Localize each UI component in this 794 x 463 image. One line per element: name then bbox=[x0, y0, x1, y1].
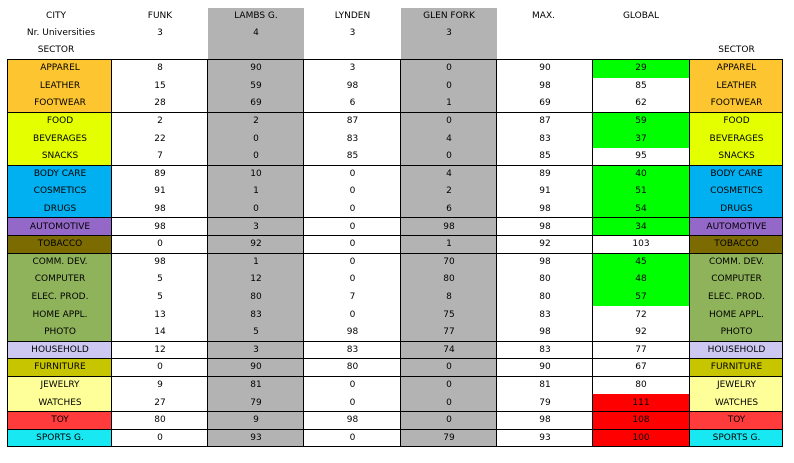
value-cell: 83 bbox=[250, 309, 262, 320]
global-cell: 72 bbox=[635, 309, 647, 320]
sector-label: WATCHES bbox=[38, 397, 82, 408]
value-cell: 2 bbox=[446, 186, 452, 197]
global-cell: 54 bbox=[635, 204, 647, 215]
group-border bbox=[8, 429, 783, 430]
global-cell: 100 bbox=[632, 432, 650, 443]
sector-label: JEWELRY bbox=[40, 380, 80, 391]
value-cell: 80 bbox=[346, 362, 359, 373]
city-name-2: LAMBS G. bbox=[234, 10, 278, 21]
global-cell: 103 bbox=[632, 239, 650, 250]
value-cell: 87 bbox=[346, 116, 359, 127]
global-cell: 111 bbox=[632, 397, 650, 408]
sector-label: AUTOMOTIVE bbox=[29, 221, 91, 232]
value-cell: 3 bbox=[349, 63, 356, 74]
value-cell: 0 bbox=[349, 186, 356, 197]
university-count-1: 3 bbox=[157, 27, 163, 38]
group-border bbox=[8, 112, 783, 113]
max-cell: 98 bbox=[539, 415, 551, 426]
value-cell: 7 bbox=[349, 292, 356, 303]
university-count-3: 3 bbox=[349, 27, 356, 38]
city-name-3: LYNDEN bbox=[334, 10, 371, 21]
value-cell: 74 bbox=[443, 344, 455, 355]
group-border bbox=[8, 59, 783, 60]
sector-label-right: DRUGS bbox=[720, 204, 753, 215]
value-cell: 90 bbox=[250, 362, 262, 373]
value-cell: 0 bbox=[349, 204, 356, 215]
value-cell: 0 bbox=[253, 204, 259, 215]
value-cell: 59 bbox=[250, 80, 262, 91]
value-cell: 6 bbox=[446, 204, 452, 215]
column-border bbox=[689, 59, 690, 447]
group-border bbox=[8, 341, 783, 342]
value-cell: 0 bbox=[253, 151, 259, 162]
value-cell: 89 bbox=[154, 168, 166, 179]
global-cell: 48 bbox=[635, 274, 647, 285]
column-border bbox=[7, 59, 8, 447]
sector-label-right: FOOTWEAR bbox=[710, 98, 763, 109]
max-cell: 79 bbox=[539, 397, 551, 408]
university-count-4: 3 bbox=[446, 27, 452, 38]
value-cell: 92 bbox=[250, 239, 262, 250]
global-cell: 37 bbox=[635, 133, 647, 144]
sector-label: COMPUTER bbox=[34, 274, 86, 285]
value-cell: 75 bbox=[443, 309, 455, 320]
sector-label: TOBACCO bbox=[37, 239, 83, 250]
value-cell: 0 bbox=[349, 221, 356, 232]
value-cell: 0 bbox=[349, 274, 356, 285]
value-cell: 77 bbox=[443, 327, 455, 338]
global-label: GLOBAL bbox=[622, 10, 660, 21]
value-cell: 12 bbox=[154, 344, 166, 355]
max-cell: 91 bbox=[539, 186, 551, 197]
sector-label: PHOTO bbox=[44, 327, 76, 338]
value-cell: 80 bbox=[250, 292, 262, 303]
value-cell: 81 bbox=[250, 380, 262, 391]
sector-label-right: LEATHER bbox=[716, 80, 757, 91]
max-cell: 98 bbox=[539, 256, 551, 267]
value-cell: 79 bbox=[443, 432, 455, 443]
sector-label-right: APPAREL bbox=[716, 63, 757, 74]
group-border bbox=[8, 446, 783, 447]
value-cell: 0 bbox=[349, 256, 356, 267]
sector-label-right: TOBACCO bbox=[714, 239, 759, 250]
value-cell: 13 bbox=[154, 309, 166, 320]
sector-label-right: HOME APPL. bbox=[708, 309, 765, 320]
global-cell: 85 bbox=[635, 80, 647, 91]
sector-label: BODY CARE bbox=[33, 168, 87, 179]
sector-label: FOOD bbox=[46, 116, 74, 127]
value-cell: 5 bbox=[157, 274, 163, 285]
group-border bbox=[8, 411, 783, 412]
value-cell: 70 bbox=[443, 256, 455, 267]
value-cell: 7 bbox=[157, 151, 163, 162]
value-cell: 5 bbox=[253, 327, 259, 338]
sector-label-right: SECTOR bbox=[718, 44, 755, 55]
global-cell: 95 bbox=[635, 151, 647, 162]
max-cell: 80 bbox=[539, 292, 551, 303]
city-name-4: GLEN FORK bbox=[423, 10, 475, 21]
sector-label-right: COMM. DEV. bbox=[708, 256, 765, 267]
value-cell: 0 bbox=[157, 432, 163, 443]
value-cell: 83 bbox=[346, 344, 359, 355]
value-cell: 1 bbox=[446, 98, 452, 109]
sector-label-right: COMPUTER bbox=[711, 274, 762, 285]
value-cell: 4 bbox=[446, 133, 452, 144]
value-cell: 80 bbox=[443, 274, 455, 285]
max-cell: 69 bbox=[539, 98, 551, 109]
value-cell: 98 bbox=[346, 80, 359, 91]
city-label: CITY bbox=[46, 10, 66, 21]
max-cell: 87 bbox=[539, 116, 551, 127]
value-cell: 98 bbox=[154, 204, 166, 215]
max-cell: 90 bbox=[539, 63, 551, 74]
value-cell: 27 bbox=[154, 397, 166, 408]
sector-label-right: PHOTO bbox=[720, 327, 753, 338]
universities-label: Nr. Universities bbox=[26, 27, 96, 38]
max-cell: 98 bbox=[539, 327, 551, 338]
group-border bbox=[8, 217, 783, 218]
global-cell: 80 bbox=[635, 380, 647, 391]
column-border bbox=[303, 59, 304, 447]
value-cell: 69 bbox=[250, 98, 262, 109]
value-cell: 0 bbox=[446, 380, 452, 391]
value-cell: 12 bbox=[250, 274, 262, 285]
sector-label: HOME APPL. bbox=[32, 309, 88, 320]
value-cell: 1 bbox=[253, 256, 259, 267]
value-cell: 98 bbox=[154, 256, 166, 267]
global-cell: 51 bbox=[635, 186, 647, 197]
university-count-2: 4 bbox=[253, 27, 259, 38]
max-cell: 93 bbox=[539, 432, 551, 443]
value-cell: 28 bbox=[154, 98, 166, 109]
value-cell: 2 bbox=[253, 116, 259, 127]
global-cell: 77 bbox=[635, 344, 647, 355]
value-cell: 3 bbox=[253, 221, 259, 232]
max-cell: 98 bbox=[539, 204, 551, 215]
max-cell: 83 bbox=[539, 344, 551, 355]
group-border bbox=[8, 376, 783, 377]
max-cell: 83 bbox=[539, 133, 551, 144]
value-cell: 98 bbox=[154, 221, 166, 232]
value-cell: 9 bbox=[157, 380, 163, 391]
sector-label-left: SECTOR bbox=[37, 44, 75, 55]
group-border bbox=[8, 358, 783, 359]
value-cell: 5 bbox=[157, 292, 163, 303]
sector-label: ELEC. PROD. bbox=[31, 292, 89, 303]
sector-label-right: BODY CARE bbox=[710, 168, 763, 179]
value-cell: 0 bbox=[253, 133, 259, 144]
max-cell: 92 bbox=[539, 239, 551, 250]
value-cell: 90 bbox=[250, 63, 262, 74]
value-cell: 98 bbox=[443, 221, 455, 232]
value-cell: 0 bbox=[446, 63, 452, 74]
value-cell: 0 bbox=[349, 397, 356, 408]
value-cell: 0 bbox=[349, 432, 356, 443]
sector-label-right: AUTOMOTIVE bbox=[706, 221, 767, 232]
sector-label: BEVERAGES bbox=[33, 133, 87, 144]
value-cell: 14 bbox=[154, 327, 166, 338]
value-cell: 2 bbox=[157, 116, 163, 127]
value-cell: 98 bbox=[346, 415, 359, 426]
global-cell: 67 bbox=[635, 362, 647, 373]
value-cell: 22 bbox=[154, 133, 166, 144]
value-cell: 3 bbox=[253, 344, 259, 355]
value-cell: 6 bbox=[349, 98, 356, 109]
sector-label: HOUSEHOLD bbox=[31, 344, 89, 355]
value-cell: 10 bbox=[250, 168, 262, 179]
global-cell: 34 bbox=[635, 221, 647, 232]
max-cell: 90 bbox=[539, 362, 551, 373]
value-cell: 0 bbox=[446, 362, 452, 373]
sector-label-right: FOOD bbox=[723, 116, 750, 127]
value-cell: 1 bbox=[446, 239, 452, 250]
global-cell: 29 bbox=[635, 63, 647, 74]
value-cell: 0 bbox=[446, 397, 452, 408]
global-cell: 59 bbox=[635, 116, 647, 127]
value-cell: 0 bbox=[446, 151, 452, 162]
sector-label-right: FURNITURE bbox=[710, 362, 763, 373]
column-border bbox=[400, 59, 401, 447]
value-cell: 93 bbox=[250, 432, 262, 443]
sector-label: APPAREL bbox=[40, 63, 80, 74]
city-name-1: FUNK bbox=[147, 10, 173, 21]
max-cell: 98 bbox=[539, 80, 551, 91]
sector-label-right: HOUSEHOLD bbox=[707, 344, 766, 355]
max-label: MAX. bbox=[532, 10, 555, 21]
column-border bbox=[496, 59, 497, 447]
value-cell: 0 bbox=[349, 168, 356, 179]
max-cell: 81 bbox=[539, 380, 551, 391]
sector-label: COSMETICS bbox=[33, 186, 87, 197]
global-cell: 40 bbox=[635, 168, 647, 179]
sector-label-right: BEVERAGES bbox=[709, 133, 764, 144]
global-cell: 92 bbox=[635, 327, 647, 338]
value-cell: 8 bbox=[446, 292, 452, 303]
group-border bbox=[8, 165, 783, 166]
value-cell: 0 bbox=[349, 380, 356, 391]
value-cell: 0 bbox=[157, 239, 163, 250]
global-cell: 62 bbox=[635, 98, 647, 109]
sector-label: LEATHER bbox=[39, 80, 81, 91]
value-cell: 8 bbox=[157, 63, 163, 74]
value-cell: 79 bbox=[250, 397, 262, 408]
sector-label-right: TOY bbox=[727, 415, 746, 426]
sector-label-right: JEWELRY bbox=[716, 380, 757, 391]
value-cell: 4 bbox=[446, 168, 452, 179]
value-cell: 15 bbox=[154, 80, 166, 91]
sector-label-right: COSMETICS bbox=[710, 186, 763, 197]
group-border bbox=[8, 253, 783, 254]
column-border bbox=[592, 59, 593, 447]
sector-label-right: ELEC. PROD. bbox=[708, 292, 765, 303]
sector-label-right: WATCHES bbox=[714, 397, 759, 408]
value-cell: 80 bbox=[154, 415, 166, 426]
value-cell: 9 bbox=[253, 415, 259, 426]
value-cell: 1 bbox=[253, 186, 259, 197]
max-cell: 83 bbox=[539, 309, 551, 320]
sector-label-right: SPORTS G. bbox=[712, 432, 761, 443]
value-cell: 0 bbox=[349, 239, 356, 250]
value-cell: 0 bbox=[446, 80, 452, 91]
sector-label: FOOTWEAR bbox=[34, 98, 86, 109]
column-border bbox=[207, 59, 208, 447]
value-cell: 85 bbox=[346, 151, 359, 162]
value-cell: 0 bbox=[446, 415, 452, 426]
column-border bbox=[111, 59, 112, 447]
sector-label: SPORTS G. bbox=[36, 432, 84, 443]
sector-label: SNACKS bbox=[41, 151, 79, 162]
global-cell: 108 bbox=[632, 415, 650, 426]
max-cell: 89 bbox=[539, 168, 551, 179]
column-border bbox=[782, 59, 783, 447]
value-cell: 91 bbox=[154, 186, 166, 197]
value-cell: 0 bbox=[349, 309, 356, 320]
global-cell: 57 bbox=[635, 292, 647, 303]
value-cell: 98 bbox=[346, 327, 359, 338]
global-cell: 45 bbox=[635, 256, 647, 267]
value-cell: 0 bbox=[446, 116, 452, 127]
sector-label: COMM. DEV. bbox=[32, 256, 88, 267]
value-cell: 0 bbox=[157, 362, 163, 373]
sector-label-right: SNACKS bbox=[718, 151, 755, 162]
max-cell: 80 bbox=[539, 274, 551, 285]
value-cell: 83 bbox=[346, 133, 359, 144]
sector-label: DRUGS bbox=[43, 204, 77, 215]
max-cell: 98 bbox=[539, 221, 551, 232]
max-cell: 85 bbox=[539, 151, 551, 162]
sector-label: FURNITURE bbox=[34, 362, 86, 373]
group-border bbox=[8, 235, 783, 236]
sector-label: TOY bbox=[51, 415, 69, 426]
